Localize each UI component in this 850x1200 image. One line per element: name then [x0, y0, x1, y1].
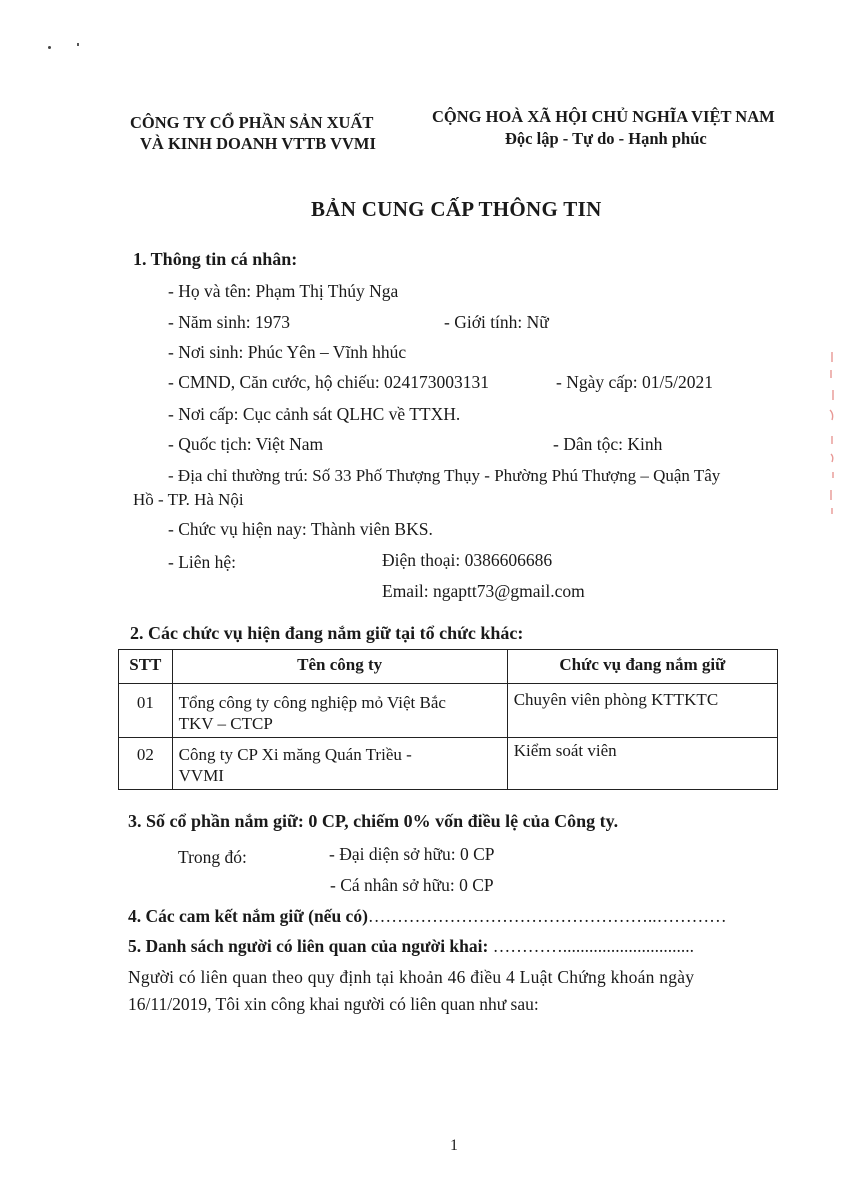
- page-number: 1: [450, 1137, 458, 1154]
- table-row: [119, 738, 778, 790]
- row-company-line1: Tổng công ty công nghiệp mỏ Việt Bắc: [178, 693, 446, 712]
- col-header-stt: STT: [119, 650, 173, 684]
- company-name-line1: CÔNG TY CỔ PHẦN SẢN XUẤT: [130, 113, 374, 132]
- in-which-label: Trong đó:: [178, 847, 247, 867]
- ethnicity: - Dân tộc: Kinh: [553, 434, 663, 454]
- issue-date: - Ngày cấp: 01/5/2021: [556, 372, 713, 392]
- related-persons-para-line1: Người có liên quan theo quy định tại khoản 46 điều 4 Luật Chứng khoán ngày: [128, 967, 695, 987]
- section2-heading: 2. Các chức vụ hiện đang nắm giữ tại tổ chức khác:: [130, 623, 524, 643]
- address-line1: - Địa chỉ thường trú: Số 33 Phố Thượng Thụy - Phường Phú Thượng – Quận Tây: [168, 466, 721, 485]
- row-stt: 01: [119, 684, 173, 738]
- address-line2: Hồ - TP. Hà Nội: [133, 490, 244, 509]
- section4-dots: …………………………………………..…………: [367, 906, 727, 926]
- document-title: BẢN CUNG CẤP THÔNG TIN: [311, 197, 602, 221]
- section3-heading: 3. Số cổ phần nắm giữ: 0 CP, chiếm 0% vốn điều lệ của Công ty.: [128, 811, 619, 831]
- section1-heading: 1. Thông tin cá nhân:: [133, 249, 298, 269]
- issued-by: - Nơi cấp: Cục cảnh sát QLHC về TTXH.: [168, 404, 461, 424]
- col-header-company: Tên công ty: [172, 650, 507, 684]
- contact-label: - Liên hệ:: [168, 552, 237, 572]
- section5-line: [128, 935, 694, 957]
- row-company: [172, 684, 507, 738]
- positions-table: [118, 649, 778, 790]
- section5-heading: 5. Danh sách người có liên quan của người khai:: [128, 936, 489, 956]
- col-header-role: Chức vụ đang nắm giữ: [507, 650, 777, 684]
- company-name-line2: VÀ KINH DOANH VTTB VVMI: [140, 134, 376, 153]
- section5-dots: …………..............................: [488, 936, 694, 956]
- id-number: - CMND, Căn cước, hộ chiếu: 024173003131: [168, 372, 490, 392]
- scan-speck: [48, 46, 51, 49]
- row-role: Chuyên viên phòng KTTKTC: [507, 684, 777, 738]
- row-role: Kiểm soát viên: [507, 738, 777, 790]
- birthplace: - Nơi sinh: Phúc Yên – Vĩnh hhúc: [168, 342, 407, 362]
- republic-title: CỘNG HOÀ XÃ HỘI CHỦ NGHĨA VIỆT NAM: [432, 107, 775, 126]
- scan-mark-artifact: [822, 350, 840, 520]
- table-row: [119, 684, 778, 738]
- related-persons-para-line2: 16/11/2019, Tôi xin công khai người có liên quan như sau:: [128, 994, 539, 1014]
- representative-shares: - Đại diện sở hữu: 0 CP: [329, 844, 495, 864]
- row-company-line1: Công ty CP Xi măng Quán Triều -: [178, 745, 412, 764]
- email: Email: ngaptt73@gmail.com: [382, 581, 585, 601]
- full-name: - Họ và tên: Phạm Thị Thúy Nga: [168, 281, 399, 301]
- table-header-row: [119, 650, 778, 684]
- row-company-line2: VVMI: [178, 766, 224, 785]
- scan-speck: [77, 43, 79, 46]
- republic-motto: Độc lập - Tự do - Hạnh phúc: [505, 129, 707, 148]
- row-stt: 02: [119, 738, 173, 790]
- row-company-line2: TKV – CTCP: [178, 714, 273, 733]
- phone: Điện thoại: 0386606686: [382, 550, 553, 570]
- current-position: - Chức vụ hiện nay: Thành viên BKS.: [168, 519, 433, 539]
- nationality: - Quốc tịch: Việt Nam: [168, 434, 324, 454]
- individual-shares: - Cá nhân sở hữu: 0 CP: [330, 875, 494, 895]
- section4-line: [128, 905, 727, 927]
- row-company: [172, 738, 507, 790]
- birth-year: - Năm sinh: 1973: [168, 312, 291, 332]
- section4-heading: 4. Các cam kết nắm giữ (nếu có): [128, 906, 368, 926]
- gender: - Giới tính: Nữ: [444, 312, 549, 332]
